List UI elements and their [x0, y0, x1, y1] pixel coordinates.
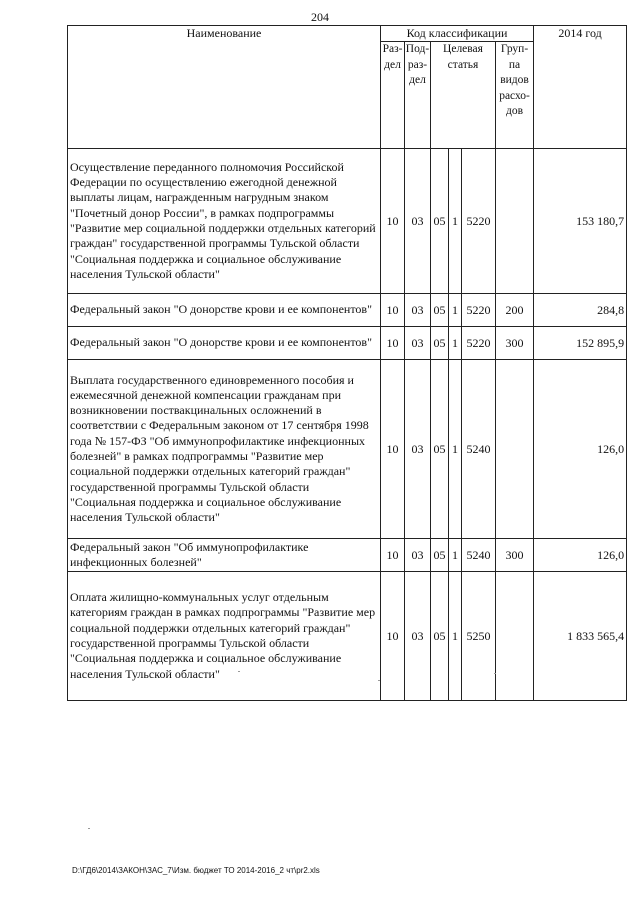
- header-razdel: Раз-дел: [381, 42, 405, 149]
- table-row: [68, 149, 627, 294]
- row-name-cell: Федеральный закон "О донорстве крови и ее компонентов": [68, 327, 381, 360]
- table-row: [68, 360, 627, 539]
- target-program-cell: 05: [431, 327, 449, 360]
- podrazdel-cell: 03: [405, 149, 431, 294]
- scan-speck: [494, 673, 496, 674]
- target-subprogram-cell: 1: [449, 327, 462, 360]
- razdel-cell: 10: [381, 294, 405, 327]
- razdel-cell: 10: [381, 539, 405, 572]
- budget-table: [67, 25, 627, 701]
- target-program-cell: 05: [431, 294, 449, 327]
- header-podrazdel: Под-раз-дел: [405, 42, 431, 149]
- amount-cell: 284,8: [534, 294, 627, 327]
- razdel-cell: 10: [381, 327, 405, 360]
- target-code-cell: 5220: [462, 327, 496, 360]
- table-body: [68, 149, 627, 701]
- podrazdel-cell: 03: [405, 572, 431, 701]
- table-row: [68, 327, 627, 360]
- razdel-cell: 10: [381, 360, 405, 539]
- target-subprogram-cell: 1: [449, 572, 462, 701]
- scan-speck: [378, 680, 380, 681]
- target-code-cell: 5250: [462, 572, 496, 701]
- podrazdel-cell: 03: [405, 539, 431, 572]
- table-row: [68, 294, 627, 327]
- target-program-cell: 05: [431, 360, 449, 539]
- target-program-cell: 05: [431, 572, 449, 701]
- expense-group-cell: 300: [496, 539, 534, 572]
- target-subprogram-cell: 1: [449, 149, 462, 294]
- header-year: 2014 год: [534, 26, 627, 149]
- table-row: [68, 572, 627, 701]
- podrazdel-cell: 03: [405, 294, 431, 327]
- header-group: Груп-па видов расхо-дов: [496, 42, 534, 149]
- target-code-cell: 5220: [462, 149, 496, 294]
- header-code-group: Код классификации: [381, 26, 534, 42]
- amount-cell: 126,0: [534, 360, 627, 539]
- row-name-cell: Выплата государственного единовременного пособия и ежемесячной денежной компенсации гражданам при возникновении поствакцинальных осложнений в соответствии с Федеральным законом от 17 сентября 1998 года № 157-ФЗ "Об иммунопрофилактике инфекционных болезней" в рамках подпрограммы "Развитие мер социальной поддержки отдельных категорий граждан" государственной программы Тульской области "Социальная поддержка и социальное обслуживание населения Тульской области": [68, 360, 381, 539]
- target-subprogram-cell: 1: [449, 294, 462, 327]
- page-number: 204: [311, 10, 329, 24]
- file-path-footer: D:\ГД6\2014\ЗАКОН\ЗАС_7\Изм. бюджет ТО 2014-2016_2 чт\pr2.xls: [72, 866, 320, 875]
- table-row: [68, 539, 627, 572]
- expense-group-cell: 200: [496, 294, 534, 327]
- target-subprogram-cell: 1: [449, 360, 462, 539]
- expense-group-cell: 300: [496, 327, 534, 360]
- amount-cell: 126,0: [534, 539, 627, 572]
- amount-cell: 153 180,7: [534, 149, 627, 294]
- row-name-cell: Осуществление переданного полномочия Российской Федерации по осуществлению ежегодной денежной выплаты лицам, награжденным нагрудным знаком "Почетный донор России", в рамках подпрограммы "Развитие мер социальной поддержки отдельных категорий граждан" государственной программы Тульской области "Социальная поддержка и социальное обслуживание населения Тульской области": [68, 149, 381, 294]
- header-target: Целевая статья: [431, 42, 496, 149]
- razdel-cell: 10: [381, 149, 405, 294]
- row-name-cell: Федеральный закон "О донорстве крови и ее компонентов": [68, 294, 381, 327]
- expense-group-cell: [496, 572, 534, 701]
- podrazdel-cell: 03: [405, 327, 431, 360]
- row-name-cell: Оплата жилищно-коммунальных услуг отдельным категориям граждан в рамках подпрограммы "Развитие мер социальной поддержки отдельных категорий граждан" государственной программы Тульской области "Социальная поддержка и социальное обслуживание населения Тульской области": [68, 572, 381, 701]
- target-code-cell: 5240: [462, 539, 496, 572]
- amount-cell: 152 895,9: [534, 327, 627, 360]
- scan-speck: [88, 828, 90, 829]
- target-program-cell: 05: [431, 149, 449, 294]
- expense-group-cell: [496, 149, 534, 294]
- target-program-cell: 05: [431, 539, 449, 572]
- expense-group-cell: [496, 360, 534, 539]
- amount-cell: 1 833 565,4: [534, 572, 627, 701]
- scan-speck: [238, 671, 240, 672]
- podrazdel-cell: 03: [405, 360, 431, 539]
- razdel-cell: 10: [381, 572, 405, 701]
- target-code-cell: 5240: [462, 360, 496, 539]
- target-subprogram-cell: 1: [449, 539, 462, 572]
- row-name-cell: Федеральный закон "Об иммунопрофилактике инфекционных болезней": [68, 539, 381, 572]
- header-name: Наименование: [68, 26, 381, 149]
- target-code-cell: 5220: [462, 294, 496, 327]
